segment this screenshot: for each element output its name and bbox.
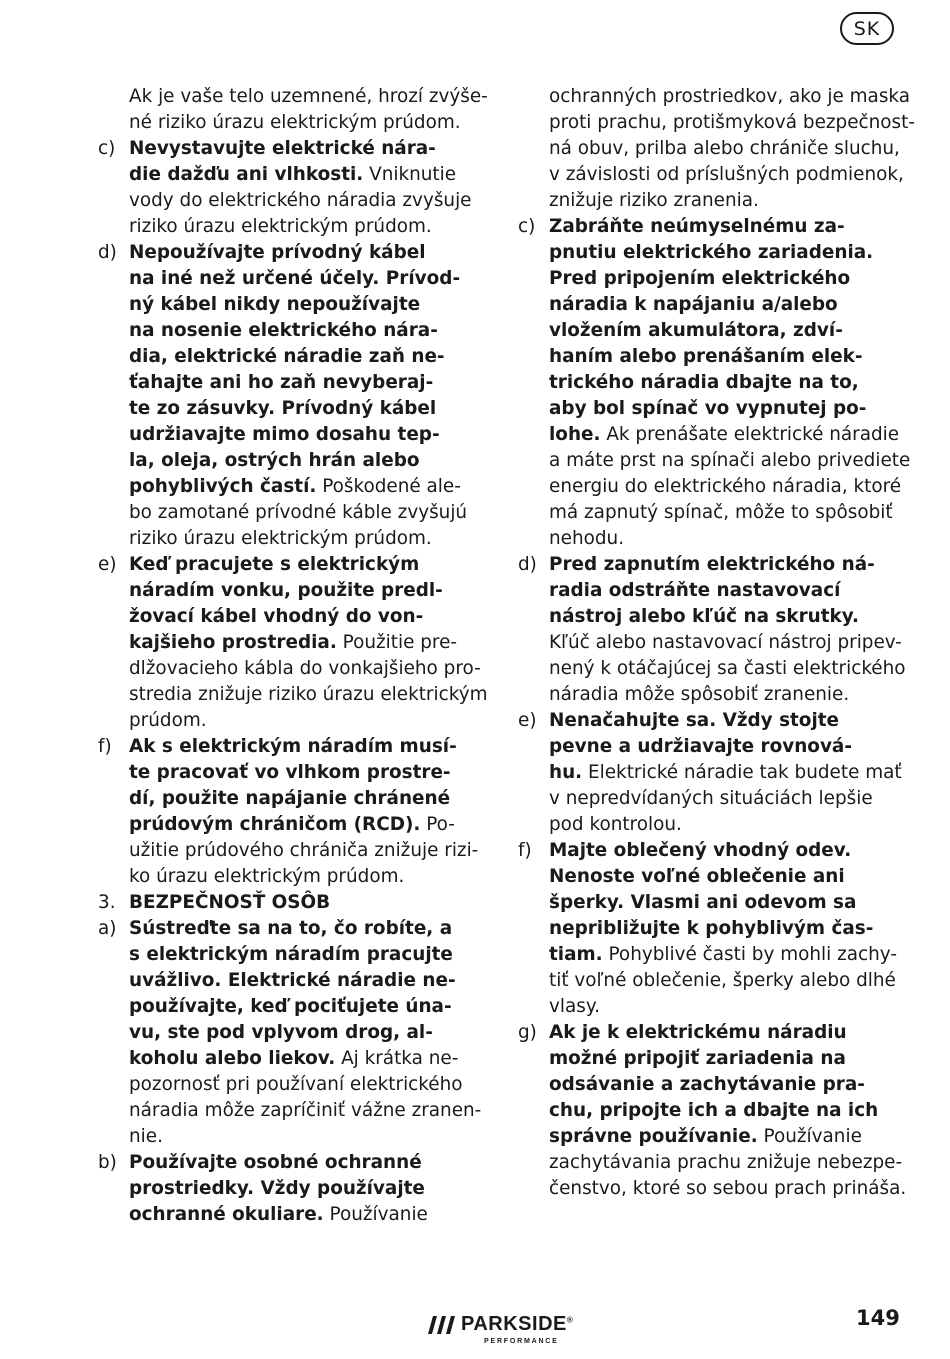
- text-line: [518, 1046, 898, 1072]
- bold-text-run: te zo zásuvky. Prívodný kábel: [129, 398, 437, 419]
- text-line: [98, 708, 478, 734]
- text-line: [98, 136, 478, 162]
- bold-text-run: nepribližujte k pohyblivým čas-: [549, 918, 874, 939]
- text-line: [98, 214, 478, 240]
- bold-text-run: nástroj alebo kľúč na skrutky.: [549, 606, 860, 627]
- text-line: [98, 812, 478, 838]
- text-line: [518, 1176, 907, 1202]
- text-run: ko úrazu elektrickým prúdom.: [129, 866, 405, 887]
- text-line: [518, 1020, 898, 1046]
- text-line: [98, 344, 478, 370]
- text-line: [98, 240, 478, 266]
- list-item-label: f): [518, 840, 532, 861]
- bold-text-run: koholu alebo liekov.: [129, 1048, 336, 1069]
- text-run: nehodu.: [549, 528, 625, 549]
- list-item-label: d): [98, 242, 117, 263]
- text-line: [98, 890, 478, 916]
- bold-text-run: Keď pracujete s elektrickým: [129, 554, 420, 575]
- bold-text-run: používajte, keď pociťujete úna-: [129, 996, 452, 1017]
- text-line: [518, 240, 898, 266]
- bold-text-run: Ak je k elektrickému náradiu: [549, 1022, 847, 1043]
- text-line: [518, 448, 911, 474]
- text-line: [518, 656, 906, 682]
- text-line: [98, 786, 478, 812]
- bold-text-run: dia, elektrické náradie zaň ne-: [129, 346, 445, 367]
- list-item-label: g): [518, 1022, 537, 1043]
- text-line: [98, 578, 478, 604]
- list-item-label: f): [98, 736, 112, 757]
- list-item-label: a): [98, 918, 117, 939]
- bold-text-run: ťahajte ani ho zaň nevyberaj-: [129, 372, 434, 393]
- text-line: [518, 318, 898, 344]
- text-line: [98, 110, 478, 136]
- bold-text-run: haním alebo prenášaním elek-: [549, 346, 863, 367]
- text-line: [98, 1020, 478, 1046]
- text-line: [98, 968, 478, 994]
- text-run: bo zamotané prívodné káble zvyšujú: [129, 502, 468, 523]
- logo-slashes-icon: [428, 1316, 456, 1338]
- text-line: [98, 1150, 478, 1176]
- bold-text-run: lohe.: [549, 424, 601, 445]
- text-line: [98, 1124, 478, 1150]
- text-line: [98, 994, 478, 1020]
- bold-text-run: vložením akumulátora, zdví-: [549, 320, 843, 341]
- text-line: [518, 552, 898, 578]
- text-line: [518, 630, 902, 656]
- text-run: pod kontrolou.: [549, 814, 682, 835]
- text-line: [98, 84, 488, 110]
- bold-text-run: uvážlivo. Elektrické náradie ne-: [129, 970, 456, 991]
- bold-text-run: Pred pripojením elektrického: [549, 268, 851, 289]
- text-run: čenstvo, ktoré so sebou prach prináša.: [549, 1178, 907, 1199]
- language-badge-label: SK: [853, 17, 881, 40]
- text-line: [98, 396, 478, 422]
- text-run: Elektrické náradie tak budete mať: [582, 762, 902, 783]
- list-item-label: c): [98, 138, 116, 159]
- text-run: Pohyblivé časti by mohli zachy-: [602, 944, 897, 965]
- language-badge: [840, 12, 894, 45]
- text-run: Používanie: [323, 1204, 428, 1225]
- text-line: [98, 422, 478, 448]
- text-line: [98, 604, 478, 630]
- bold-text-run: správne používanie.: [549, 1126, 758, 1147]
- bold-text-run: šperky. Vlasmi ani odevom sa: [549, 892, 857, 913]
- bold-text-run: Nepoužívajte prívodný kábel: [129, 242, 426, 263]
- text-line: [518, 864, 898, 890]
- list-item-label: c): [518, 216, 536, 237]
- text-line: [518, 994, 898, 1020]
- bold-text-run: Pred zapnutím elektrického ná-: [549, 554, 875, 575]
- text-line: [518, 162, 904, 188]
- text-line: [98, 1046, 478, 1072]
- text-line: [98, 760, 478, 786]
- text-line: [98, 656, 481, 682]
- text-run: riziko úrazu elektrickým prúdom.: [129, 528, 432, 549]
- bold-text-run: aby bol spínač vo vypnutej po-: [549, 398, 867, 419]
- text-line: [98, 864, 478, 890]
- text-run: Používanie: [757, 1126, 862, 1147]
- list-item-label: e): [518, 710, 537, 731]
- text-line: [518, 110, 915, 136]
- text-line: [518, 604, 898, 630]
- text-line: [518, 578, 898, 604]
- text-line: [98, 630, 478, 656]
- bold-text-run: Majte oblečený vhodný odev.: [549, 840, 852, 861]
- text-run: dlžovacieho kábla do vonkajšieho pro-: [129, 658, 481, 679]
- text-line: [98, 734, 478, 760]
- list-item-label: d): [518, 554, 537, 575]
- list-item-label: b): [98, 1152, 117, 1173]
- text-line: [98, 188, 478, 214]
- text-run: ochranných prostriedkov, ako je maska: [549, 86, 911, 107]
- text-line: [518, 526, 898, 552]
- text-run: Vniknutie: [363, 164, 457, 185]
- bold-text-run: kajšieho prostredia.: [129, 632, 337, 653]
- left-column: [98, 84, 488, 1228]
- logo-brand-name: [461, 1313, 573, 1336]
- bold-text-run: žovací kábel vhodný do von-: [129, 606, 424, 627]
- text-line: [518, 734, 898, 760]
- text-line: [98, 292, 478, 318]
- text-run: Ak je vaše telo uzemnené, hrozí zvýše-: [129, 86, 488, 107]
- text-line: [518, 1072, 898, 1098]
- text-run: Použitie pre-: [336, 632, 458, 653]
- text-line: [518, 474, 902, 500]
- text-run: má zapnutý spínač, môže to spôsobiť: [549, 502, 893, 523]
- text-run: Ak prenášate elektrické náradie: [600, 424, 900, 445]
- text-run: proti prachu, protišmyková bezpečnost-: [549, 112, 915, 133]
- text-run: pozornosť pri používaní elektrického: [129, 1074, 463, 1095]
- text-line: [518, 760, 902, 786]
- text-run: nený k otáčajúcej sa časti elektrického: [549, 658, 906, 679]
- text-run: nie.: [129, 1126, 163, 1147]
- text-line: [98, 1072, 478, 1098]
- text-line: [98, 552, 478, 578]
- text-line: [98, 370, 478, 396]
- bold-text-run: te pracovať vo vlhkom prostre-: [129, 762, 451, 783]
- bold-text-run: prúdovým chráničom (RCD).: [129, 814, 421, 835]
- text-line: [98, 682, 488, 708]
- text-line: [518, 1124, 898, 1150]
- text-run: riziko úrazu elektrickým prúdom.: [129, 216, 432, 237]
- registered-mark: ®: [566, 1315, 574, 1325]
- bold-text-run: Ak s elektrickým náradím musí-: [129, 736, 457, 757]
- text-run: né riziko úrazu elektrickým prúdom.: [129, 112, 461, 133]
- parkside-logo: [428, 1310, 588, 1350]
- list-item-label: 3.: [98, 892, 116, 913]
- bold-text-run: vu, ste pod vplyvom drog, al-: [129, 1022, 433, 1043]
- bold-text-run: na nosenie elektrického nára-: [129, 320, 438, 341]
- text-line: [518, 188, 898, 214]
- bold-text-run: prostriedky. Vždy používajte: [129, 1178, 425, 1199]
- text-line: [98, 474, 478, 500]
- text-line: [518, 1150, 903, 1176]
- bold-text-run: odsávanie a zachytávanie pra-: [549, 1074, 865, 1095]
- bold-text-run: trického náradia dbajte na to,: [549, 372, 859, 393]
- bold-text-run: náradím vonku, použite predl-: [129, 580, 443, 601]
- bold-text-run: s elektrickým náradím pracujte: [129, 944, 453, 965]
- bold-text-run: radia odstráňte nastavovací: [549, 580, 841, 601]
- bold-text-run: možné pripojiť zariadenia na: [549, 1048, 846, 1069]
- bold-text-run: Nevystavujte elektrické nára-: [129, 138, 436, 159]
- text-line: [98, 1202, 478, 1228]
- text-line: [518, 838, 898, 864]
- bold-text-run: Sústreďte sa na to, čo robíte, a: [129, 918, 453, 939]
- text-run: stredia znižuje riziko úrazu elektrickým: [129, 684, 488, 705]
- text-run: v závislosti od príslušných podmienok,: [549, 164, 904, 185]
- bold-text-run: ochranné okuliare.: [129, 1204, 324, 1225]
- text-line: [518, 1098, 898, 1124]
- text-line: [518, 266, 898, 292]
- text-run: energiu do elektrického náradia, ktoré: [549, 476, 902, 497]
- text-run: náradia môže spôsobiť zranenie.: [549, 684, 850, 705]
- bold-text-run: Nenačahujte sa. Vždy stojte: [549, 710, 840, 731]
- bold-text-run: Používajte osobné ochranné: [129, 1152, 422, 1173]
- bold-text-run: náradia k napájaniu a/alebo: [549, 294, 838, 315]
- text-line: [518, 214, 898, 240]
- text-line: [98, 162, 478, 188]
- bold-text-run: ný kábel nikdy nepoužívajte: [129, 294, 421, 315]
- text-run: prúdom.: [129, 710, 207, 731]
- text-line: [518, 786, 898, 812]
- brand-name-text: PARKSIDE: [461, 1313, 567, 1335]
- text-line: [98, 838, 478, 864]
- text-line: [98, 448, 478, 474]
- text-line: [518, 136, 898, 162]
- text-line: [98, 526, 478, 552]
- text-line: [518, 682, 898, 708]
- text-line: [518, 396, 898, 422]
- text-run: v nepredvídaných situáciách lepšie: [549, 788, 873, 809]
- text-line: [518, 708, 898, 734]
- text-line: [518, 916, 898, 942]
- text-run: vlasy.: [549, 996, 600, 1017]
- bold-text-run: die dažďu ani vlhkosti.: [129, 164, 364, 185]
- text-line: [518, 968, 898, 994]
- text-line: [518, 84, 911, 110]
- text-run: tiť voľné oblečenie, šperky alebo dlhé: [549, 970, 896, 991]
- bold-text-run: Zabráňte neúmyselnému za-: [549, 216, 845, 237]
- text-run: Aj krátka ne-: [335, 1048, 459, 1069]
- bold-text-run: pevne a udržiavajte rovnová-: [549, 736, 852, 757]
- text-run: Kľúč alebo nastavovací nástroj pripev-: [549, 632, 902, 653]
- text-line: [518, 812, 898, 838]
- text-line: [518, 890, 898, 916]
- text-line: [518, 370, 898, 396]
- bold-text-run: hu.: [549, 762, 583, 783]
- text-run: náradia môže zapríčiniť vážne zranen-: [129, 1100, 482, 1121]
- text-line: [98, 266, 478, 292]
- bold-text-run: dí, použite napájanie chránené: [129, 788, 451, 809]
- list-item-label: e): [98, 554, 117, 575]
- right-column: [518, 84, 915, 1202]
- bold-text-run: BEZPEČNOSŤ OSÔB: [129, 892, 331, 913]
- text-run: Po-: [420, 814, 455, 835]
- text-line: [98, 1098, 482, 1124]
- text-line: [518, 344, 898, 370]
- text-line: [518, 292, 898, 318]
- bold-text-run: chu, pripojte ich a dbajte na ich: [549, 1100, 879, 1121]
- bold-text-run: udržiavajte mimo dosahu tep-: [129, 424, 440, 445]
- bold-text-run: pohyblivých častí.: [129, 476, 317, 497]
- text-line: [98, 942, 478, 968]
- text-run: Poškodené ale-: [316, 476, 461, 497]
- text-run: vody do elektrického náradia zvyšuje: [129, 190, 472, 211]
- bold-text-run: tiam.: [549, 944, 603, 965]
- bold-text-run: na iné než určené účely. Prívod-: [129, 268, 461, 289]
- bold-text-run: pnutiu elektrického zariadenia.: [549, 242, 874, 263]
- text-run: znižuje riziko zranenia.: [549, 190, 759, 211]
- text-run: užitie prúdového chrániča znižuje rizi-: [129, 840, 479, 861]
- logo-subtitle: PERFORMANCE: [484, 1338, 559, 1345]
- bold-text-run: la, oleja, ostrých hrán alebo: [129, 450, 420, 471]
- page-number: 149: [856, 1306, 900, 1330]
- text-line: [518, 500, 898, 526]
- text-line: [518, 422, 898, 448]
- text-run: zachytávania prachu znižuje nebezpe-: [549, 1152, 903, 1173]
- text-line: [98, 916, 478, 942]
- text-line: [98, 1176, 478, 1202]
- text-line: [98, 318, 478, 344]
- text-line: [98, 500, 478, 526]
- text-run: ná obuv, prilba alebo chrániče sluchu,: [549, 138, 900, 159]
- text-line: [518, 942, 898, 968]
- text-run: a máte prst na spínači alebo privediete: [549, 450, 911, 471]
- bold-text-run: Nenoste voľné oblečenie ani: [549, 866, 845, 887]
